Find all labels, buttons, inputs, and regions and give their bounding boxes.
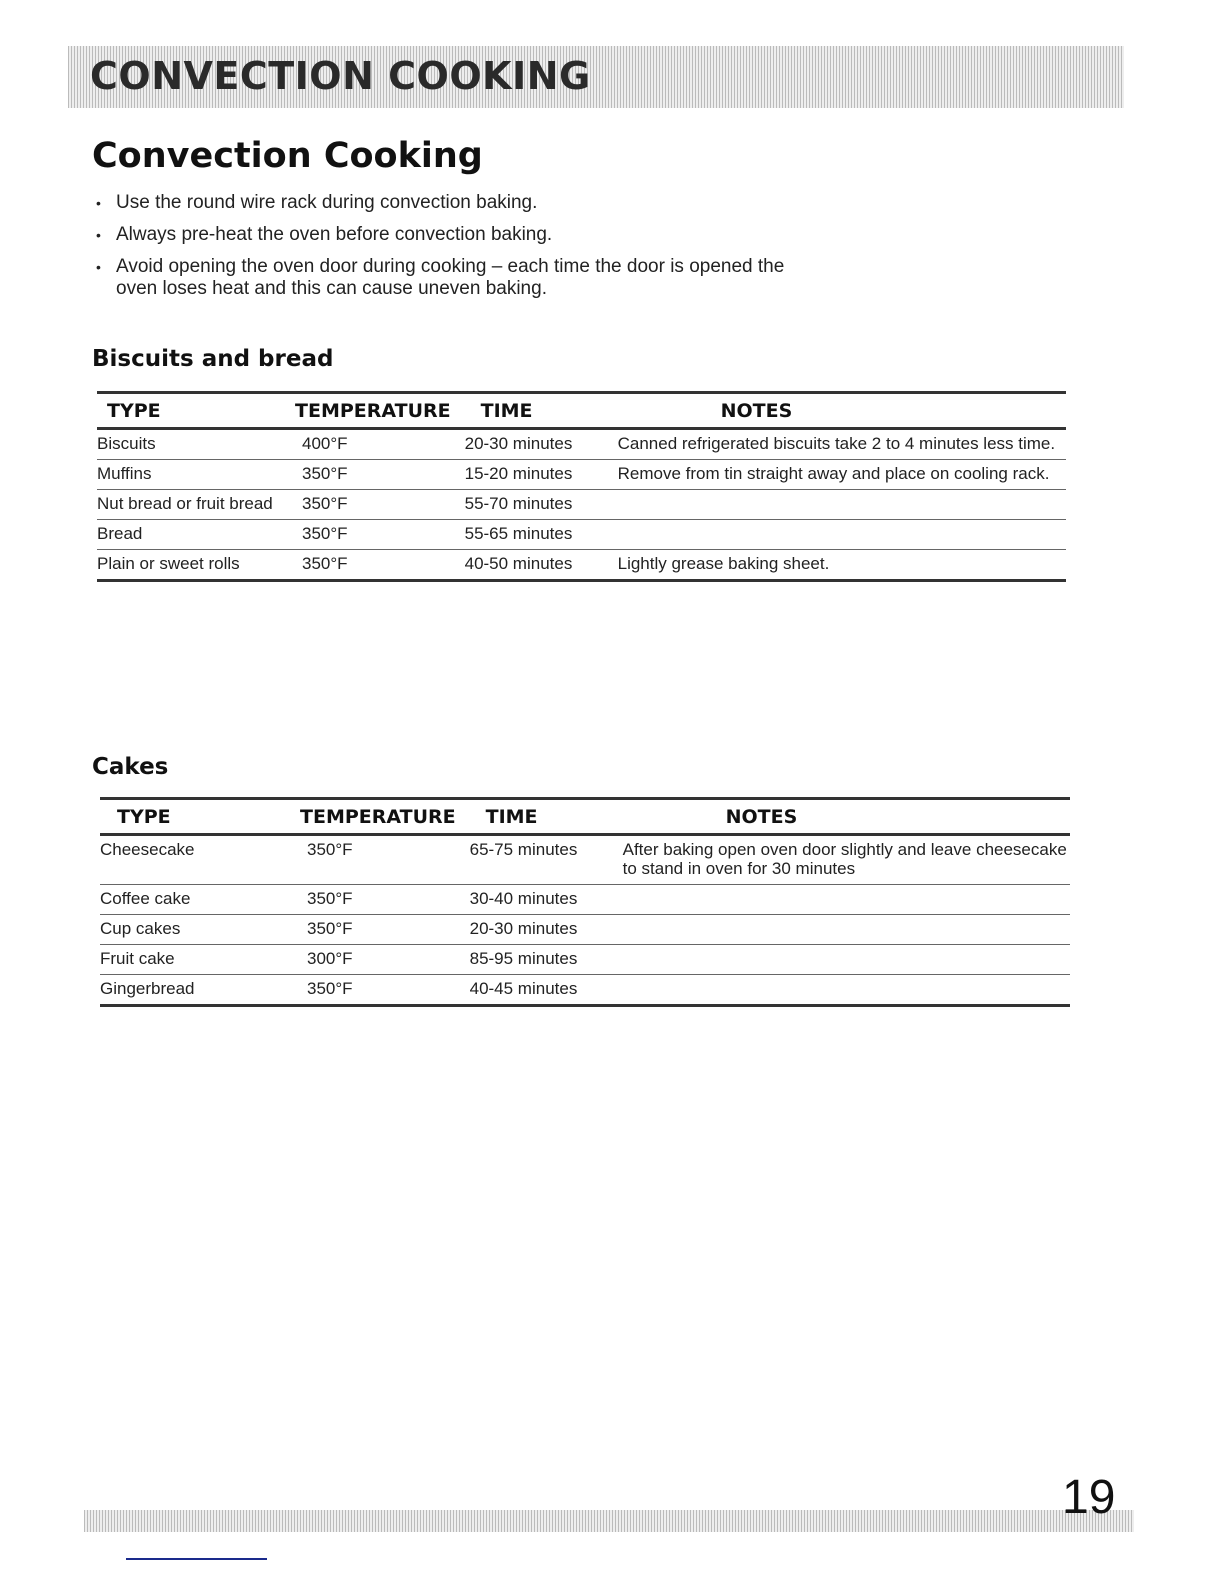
type-cell: Nut bread or fruit bread: [97, 490, 295, 520]
notes-cell: [616, 975, 1070, 1006]
notes-cell: Remove from tin straight away and place on cooling rack.: [611, 460, 1066, 490]
cakes-heading: Cakes: [92, 754, 169, 780]
type-cell: Muffins: [97, 460, 295, 490]
type-cell: Cup cakes: [100, 915, 300, 945]
type-cell: Plain or sweet rolls: [97, 550, 295, 581]
temperature-cell: 300°F: [300, 945, 456, 975]
temperature-cell: 350°F: [295, 550, 451, 581]
table-header: [97, 393, 1066, 429]
table-row: [97, 460, 1066, 490]
temperature-cell: 400°F: [295, 429, 451, 460]
notes-cell: Lightly grease baking sheet.: [611, 550, 1066, 581]
temperature-cell: 350°F: [300, 975, 456, 1006]
time-cell: 40-50 minutes: [451, 550, 611, 581]
time-cell: 85-95 minutes: [456, 945, 616, 975]
column-header: TIME: [451, 393, 611, 429]
biscuits-table: [97, 391, 1066, 582]
column-header: TEMPERATURE: [300, 799, 456, 835]
notes-cell: [611, 520, 1066, 550]
tip-item: • Use the round wire rack during convection baking.: [92, 192, 816, 214]
table-row: [100, 975, 1070, 1006]
type-cell: Biscuits: [97, 429, 295, 460]
page-number: 19: [1062, 1471, 1116, 1524]
notes-cell: After baking open oven door slightly and leave cheesecake to stand in oven for 30 minutes: [616, 835, 1070, 885]
notes-cell: Canned refrigerated biscuits take 2 to 4 minutes less time.: [611, 429, 1066, 460]
column-header: TYPE: [100, 799, 300, 835]
temperature-cell: 350°F: [300, 915, 456, 945]
temperature-cell: 350°F: [300, 835, 456, 885]
time-cell: 15-20 minutes: [451, 460, 611, 490]
temperature-cell: 350°F: [300, 885, 456, 915]
column-header: TIME: [456, 799, 616, 835]
time-cell: 65-75 minutes: [456, 835, 616, 885]
time-cell: 20-30 minutes: [456, 915, 616, 945]
column-header: TYPE: [97, 393, 295, 429]
tip-item: • Avoid opening the oven door during cooking – each time the door is opened the oven loses heat and this can cause uneven baking.: [92, 256, 816, 300]
tips-list: [92, 192, 816, 310]
table-row: [100, 945, 1070, 975]
cakes-table: [100, 797, 1070, 1007]
notes-cell: [616, 915, 1070, 945]
time-cell: 20-30 minutes: [451, 429, 611, 460]
tip-item: • Always pre-heat the oven before convection baking.: [92, 224, 816, 246]
table-row: [100, 885, 1070, 915]
column-header: TEMPERATURE: [295, 393, 451, 429]
table-row: [100, 835, 1070, 885]
time-cell: 55-65 minutes: [451, 520, 611, 550]
temperature-cell: 350°F: [295, 520, 451, 550]
time-cell: 30-40 minutes: [456, 885, 616, 915]
type-cell: Fruit cake: [100, 945, 300, 975]
type-cell: Gingerbread: [100, 975, 300, 1006]
type-cell: Coffee cake: [100, 885, 300, 915]
page-title: Convection Cooking: [92, 136, 483, 176]
banner-title: CONVECTION COOKING: [90, 54, 591, 98]
time-cell: 55-70 minutes: [451, 490, 611, 520]
table-row: [97, 550, 1066, 581]
table-row: [97, 429, 1066, 460]
biscuits-heading: Biscuits and bread: [92, 346, 334, 372]
table-row: [100, 915, 1070, 945]
table-row: [97, 520, 1066, 550]
footer-bar: [84, 1510, 1134, 1532]
temperature-cell: 350°F: [295, 490, 451, 520]
notes-cell: [611, 490, 1066, 520]
type-cell: Bread: [97, 520, 295, 550]
table-row: [97, 490, 1066, 520]
table-header: [100, 799, 1070, 835]
type-cell: Cheesecake: [100, 835, 300, 885]
time-cell: 40-45 minutes: [456, 975, 616, 1006]
temperature-cell: 350°F: [295, 460, 451, 490]
notes-cell: [616, 945, 1070, 975]
footer-link-line: [126, 1558, 267, 1560]
section-banner: [68, 46, 1124, 108]
column-header: NOTES: [611, 393, 1066, 429]
notes-cell: [616, 885, 1070, 915]
column-header: NOTES: [616, 799, 1070, 835]
